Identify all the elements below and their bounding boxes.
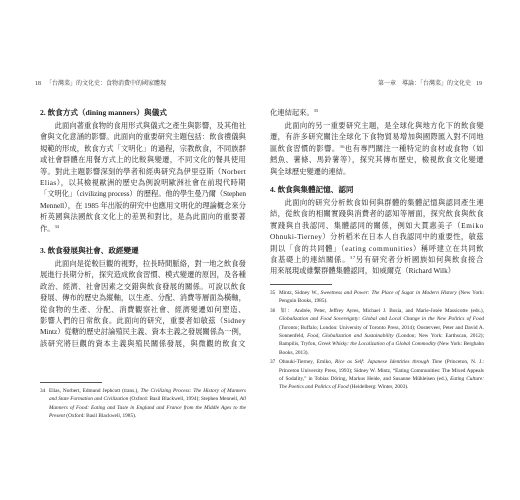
body-line: 則以「食的共同體」（eating communities）稱呼建立在共同飲 [270, 243, 484, 253]
body-line: Ohnuki-Tierney）分析稻米在日本人自我認同中的重要性，敏茲 [270, 232, 484, 242]
body-line [270, 143, 484, 154]
footnote-title: Rice as Self: Japanese Identities through Time [335, 359, 443, 366]
body-line: Elias），以其檢視歐洲的歷史為例說明歐洲社會在前現代時期 [40, 178, 246, 187]
body-line: 遷，有許多研究關注全球化下食物貿易增加與國際匯入對不同地 [270, 132, 484, 142]
body-line: 實踐與自我認同、集體認同的關係，例如大貫惠美子（Emiko [270, 220, 484, 230]
line-text: 食基礎上的連結關係。 [270, 255, 351, 264]
body-line: 鱈魚、薯條、馬鈴薯等），探究其傳布歷史，檢視飲食文化變遷 [270, 155, 484, 165]
body-line: 此面向的研究分析飲食如何與群體的集體記憶與認同產生連 [284, 198, 484, 207]
body-line: 析英國與法國飲食文化上的差異和對比，是為此面向的重要著 [40, 212, 246, 222]
body-line: Mennell），在 1985 年出版的研究中也應用文明化的理論概念來分 [40, 200, 246, 210]
footnote-number: 36 [270, 307, 276, 314]
body-line: 此面向著重食物的食用形式與儀式之產生與影響，及其他社 [54, 121, 246, 130]
body-line: 結，從飲食的相關實踐與消費者的認知等層面，探究飲食與飲食 [270, 209, 484, 219]
footnote-text: Ohnuki-Tierney, Emiko, [279, 359, 336, 366]
footnotes [40, 387, 246, 422]
line-text: 作。 [40, 223, 55, 233]
line-text: 區飲食習慣的影響。 [270, 143, 340, 153]
footnote [40, 387, 246, 421]
body-line [270, 107, 484, 118]
footnote [270, 358, 484, 392]
line-text: 也有專門關注一種特定的食材或食物（如 [344, 143, 485, 153]
body-line: 展進行長期分析，探究造成飲食習慣、模式變遷的原因，及各種 [40, 270, 246, 280]
body-line: 等。對此主題影響深刻的學者和經典研究為伊里亞斯（Norbert [40, 166, 246, 176]
body-line: 規範的形成，飲食方式「文明化」的過程，宗教飲食，不同族群 [40, 143, 246, 153]
body-line [40, 223, 246, 234]
footnote-number: 34 [40, 388, 46, 394]
running-head-title: 第一章 導論：「台灣菜」的文化史 [377, 81, 471, 87]
footnote-title: Greek Whisky: the Localization of a Global Commodity [317, 341, 437, 348]
footnote-number: 37 [270, 359, 276, 366]
footnote-text: 如：Andrée, Peter, Jeffrey Ayres, Michael J. Bosia, and Marie-Josée Massicotte (eds.), [279, 307, 484, 314]
right-running-head [378, 80, 487, 88]
body-line: 影響人們的日常飲食。此面向的研究，重要者如敏茲（Sidney [40, 316, 246, 325]
footnote-text: (Toronto; Buffalo; London: University of Toronto Press, 2014); Oosterveer, Peter and David A. Sonnenfeld, [279, 324, 484, 340]
left-page [0, 0, 258, 500]
left-running-head [30, 80, 166, 88]
footnote [270, 289, 484, 306]
body-line: 會與文化意涵的影響。此面向的重要研究主題包括：飲食禮儀與 [40, 132, 246, 142]
body-line [270, 254, 484, 265]
footnote-number: 35 [270, 290, 276, 296]
section-heading: 2. 飲食方式（dining manners）與儀式 [40, 108, 167, 117]
footnote-text: (London; New York: Earthscan, 2012); Bampilis, Tryfon, [279, 333, 484, 348]
footnote-title: Food, Globalization and Sustainability [307, 333, 394, 340]
body-line: Mintz）從糖的歷史討論殖民主義、資本主義之發展關係為一例， [40, 327, 246, 337]
body-line: 此面向的另一重要研究主題，是全球化與地方化下的飲食變 [284, 121, 484, 130]
footnote-text: (Oxford: Basil Blackwell, 1985). [64, 413, 137, 420]
body-line: 與全球歷史變遷的連結。 [270, 166, 351, 176]
page-number: 19 [476, 81, 482, 87]
footnote-title: Sweetness and Power: The Place of Sugar in Modern History [320, 290, 457, 296]
line-text: 化連結起來。 [270, 108, 314, 117]
footnote-text: Elias, Norbert, Edmund Jephcott (trans.), [49, 388, 141, 394]
footnotes [270, 289, 484, 393]
footnote-text: (Princeton, N. J.: Princeton University Press, 1993); Sidney W. Mintz, “Eating Communities: The Mixed Appeals of Sodality,” in Tobias Döring, Markus Heide, and Susanne Mühleisen (ed.), [279, 359, 485, 383]
line-text: 另有研究者分析國族如何與飲食接合 [355, 255, 485, 264]
section-heading: 4. 飲食與集體記憶、認同 [270, 185, 354, 194]
footnote-title: Globalization and Food Sovereignty: Global and Local Change in the New Politics of Food [279, 316, 484, 323]
section-heading: 3. 飲食發展與社會、政經變遷 [40, 246, 139, 255]
footnote-rule [40, 382, 102, 383]
body-line: 發展、傳布的歷史為縱軸，以生產、分配、消費等層面為橫軸， [40, 293, 246, 303]
footnote-ref: 35 [313, 108, 319, 113]
footnote-text: (New York: Penguin Books, 1985). [279, 290, 485, 305]
page-number: 18 [35, 81, 41, 87]
body-line: 從食物的生產、分配、消費觀察社會、經濟變遷如何塑造、 [40, 304, 246, 314]
footnote [270, 307, 484, 357]
footnote-text: Mintz, Sidney W., [279, 290, 321, 296]
footnote-ref: 37 [350, 255, 356, 260]
footnote-text: (Oxford: Basil Blackwell, 1994); Stephen Mennell, [128, 396, 240, 403]
body-line: 或社會群體在用餐方式上的比較與變遷，不同文化的餐具使用 [40, 155, 246, 165]
footnote-title: All Manners of Food: Eating and Taste in England and France from the Middle Ages to the Present [49, 396, 246, 420]
footnote-ref: 34 [54, 223, 59, 229]
footnote-text: (Heidelberg: Winter, 2003). [348, 384, 409, 391]
footnote-title: The Civilizing Process: The History of Manners and State Formation and Civilization [49, 388, 246, 403]
footnote-ref: 36 [339, 143, 345, 149]
body-line: 該研究將巨觀的資本主義與殖民關係發展，與微觀的飲食文 [40, 338, 246, 348]
footnote-title: Eating Culture: The Poetics and Politics of Food [279, 376, 484, 391]
footnote-rule [270, 284, 332, 285]
body-line: 此面向是從較巨觀的視野，拉長時間脈絡，對一地之飲食發 [54, 259, 246, 268]
body-line: 用來展現或維繫群體集體認同，如威爾克（Richard Wilk） [270, 266, 456, 276]
footnote-text: (New York: Berghahn Books, 2013). [279, 341, 485, 356]
right-page [258, 0, 520, 500]
body-line: 「文明化」（civilizing process）的歷程。他的學生曼乃爾（Stephen [40, 189, 246, 199]
body-line: 政治、經濟、社會因素之交錯與飲食發展的關係。可說以飲食 [40, 281, 246, 291]
running-head-title: 「台灣菜」的文化史：食物消費中的國家體現 [46, 81, 167, 87]
